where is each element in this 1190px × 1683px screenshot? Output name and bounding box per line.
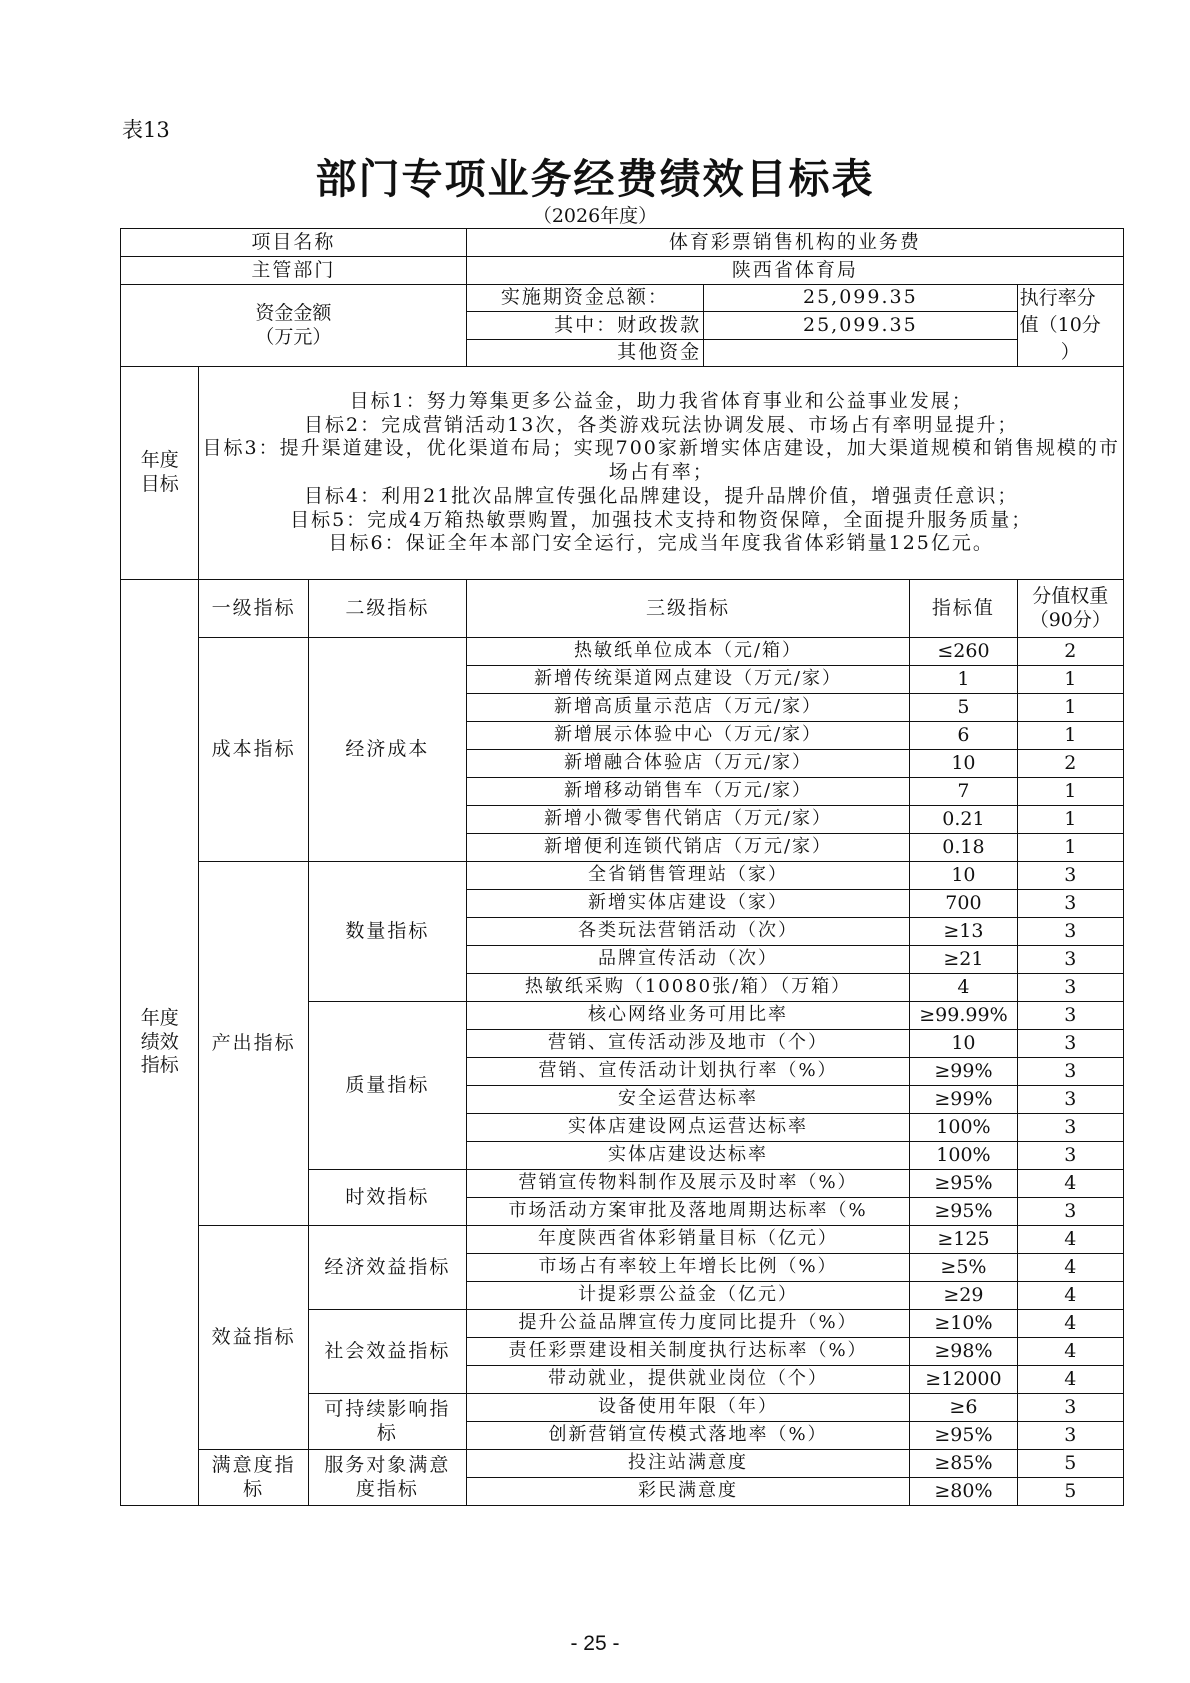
indicator-value: 4 [910,974,1017,1002]
level3-indicator: 责任彩票建设相关制度执行达标率（%） [466,1338,909,1366]
level3-indicator: 新增移动销售车（万元/家） [466,778,909,806]
level3-indicator: 带动就业，提供就业岗位（个） [466,1366,909,1394]
level2-indicator: 数量指标 [308,862,466,1002]
level3-indicator: 新增融合体验店（万元/家） [466,750,909,778]
level2-indicator [308,1394,466,1450]
funds-label-line2: （万元） [255,325,332,348]
exec-line3: ） [1060,341,1080,363]
level2-indicator-line1: 可持续影响指 [324,1397,451,1420]
annual-goal-item: 目标2：完成营销活动13次，各类游戏玩法协调发展、市场占有率明显提升； [304,413,1019,436]
level3-indicator: 市场占有率较上年增长比例（%） [466,1254,909,1282]
level3-indicator: 热敏纸采购（10080张/箱）（万箱） [466,974,909,1002]
indicator-weight: 1 [1017,694,1123,722]
indicator-weight: 5 [1017,1450,1123,1478]
indicator-weight: 4 [1017,1338,1123,1366]
indicator-header-row [121,580,1124,638]
indicator-weight: 4 [1017,1170,1123,1198]
indicator-value: ≥99.99% [910,1002,1017,1030]
indicator-value: ≥13 [910,918,1017,946]
level1-indicator [199,1450,309,1506]
indicator-value: ≥29 [910,1282,1017,1310]
indicator-value: 5 [910,694,1017,722]
indicator-weight: 3 [1017,1086,1123,1114]
indicator-weight: 3 [1017,862,1123,890]
level2-indicator-line2: 度指标 [355,1477,419,1500]
level2-indicator: 质量指标 [308,1002,466,1170]
level3-indicator: 核心网络业务可用比率 [466,1002,909,1030]
indicator-value: ≥6 [910,1394,1017,1422]
indicator-value: ≥5% [910,1254,1017,1282]
exec-line1: 执行率分 [1019,287,1096,309]
indicator-row [121,638,1124,666]
header-level3: 三级指标 [466,580,909,638]
indicator-value: 0.21 [910,806,1017,834]
level1-indicator-line1: 满意度指 [211,1453,296,1476]
level2-indicator-line2: 标 [376,1421,398,1444]
annual-goals-label-line1: 年度 [140,449,179,472]
annual-goal-item: 目标5：完成4万箱热敏票购置，加强技术支持和物资保障，全面提升服务质量； [290,508,1033,531]
indicator-value: 7 [910,778,1017,806]
exec-line2: 值（10分 [1019,314,1101,336]
indicator-weight: 4 [1017,1254,1123,1282]
annual-goal-item: 目标6：保证全年本部门安全运行，完成当年度我省体彩销量125亿元。 [328,532,994,555]
level3-indicator: 新增传统渠道网点建设（万元/家） [466,666,909,694]
level3-indicator: 设备使用年限（年） [466,1394,909,1422]
section-label-line1: 年度 [140,1006,179,1029]
indicator-value: ≥85% [910,1450,1017,1478]
department-value: 陕西省体育局 [466,257,1123,285]
annual-goals-list [199,367,1124,580]
level3-indicator: 新增实体店建设（家） [466,890,909,918]
indicator-weight: 1 [1017,666,1123,694]
indicator-weight: 2 [1017,750,1123,778]
level3-indicator: 市场活动方案审批及落地周期达标率（% [466,1198,909,1226]
level3-indicator: 新增小微零售代销店（万元/家） [466,806,909,834]
indicator-weight: 3 [1017,1422,1123,1450]
annual-goals-label-line2: 目标 [140,473,179,495]
indicator-value: 1 [910,666,1017,694]
indicator-weight: 3 [1017,1114,1123,1142]
indicator-weight: 2 [1017,638,1123,666]
indicator-value: 100% [910,1114,1017,1142]
level3-indicator: 年度陕西省体彩销量目标（亿元） [466,1226,909,1254]
level3-indicator: 营销宣传物料制作及展示及时率（%） [466,1170,909,1198]
indicator-value: 10 [910,862,1017,890]
funds-label-line1: 资金金额 [255,301,332,324]
header-level2: 二级指标 [308,580,466,638]
funds-fiscal-value: 25,099.35 [704,312,1018,339]
annual-goals-label [121,367,199,580]
level3-indicator: 品牌宣传活动（次） [466,946,909,974]
indicator-weight: 3 [1017,1394,1123,1422]
level3-indicator: 创新营销宣传模式落地率（%） [466,1422,909,1450]
funds-other-value [704,339,1018,366]
execution-rate-cell [1017,285,1123,367]
level3-indicator: 全省销售管理站（家） [466,862,909,890]
funds-other-label: 其他资金 [466,339,703,366]
level3-indicator: 新增展示体验中心（万元/家） [466,722,909,750]
indicator-value: 10 [910,1030,1017,1058]
level2-indicator-line1: 服务对象满意 [324,1453,451,1476]
level3-indicator: 彩民满意度 [466,1478,909,1506]
section-label-line3: 指标 [140,1054,179,1077]
indicator-weight: 3 [1017,890,1123,918]
header-weight-line2: （90分） [1029,608,1111,631]
header-weight-line1: 分值权重 [1032,584,1109,607]
level3-indicator: 计提彩票公益金（亿元） [466,1282,909,1310]
indicator-value: 100% [910,1142,1017,1170]
level3-indicator: 新增便利连锁代销店（万元/家） [466,834,909,862]
level1-indicator: 产出指标 [199,862,309,1226]
section-label-line2: 绩效 [140,1030,179,1053]
indicator-weight: 1 [1017,778,1123,806]
indicator-weight: 1 [1017,834,1123,862]
indicator-weight: 3 [1017,1058,1123,1086]
department-label: 主管部门 [121,257,467,285]
indicator-weight: 4 [1017,1366,1123,1394]
funds-fiscal-label: 其中：财政拨款 [466,312,703,339]
indicator-value: ≥95% [910,1198,1017,1226]
indicator-value: 6 [910,722,1017,750]
funds-total-row [121,285,1124,312]
indicator-weight: 3 [1017,974,1123,1002]
level2-indicator: 社会效益指标 [308,1310,466,1394]
project-name-row [121,229,1124,257]
level3-indicator: 热敏纸单位成本（元/箱） [466,638,909,666]
indicator-value: 10 [910,750,1017,778]
department-row [121,257,1124,285]
indicator-row [121,862,1124,890]
level2-indicator: 时效指标 [308,1170,466,1226]
funds-label [121,285,467,367]
indicator-value: ≥80% [910,1478,1017,1506]
indicator-weight: 5 [1017,1478,1123,1506]
page-title: 部门专项业务经费绩效目标表 [315,155,875,203]
funds-total-value: 25,099.35 [704,285,1018,312]
project-name-value: 体育彩票销售机构的业务费 [466,229,1123,257]
indicator-weight: 4 [1017,1282,1123,1310]
year-subtitle: （2026年度） [532,205,658,227]
project-name-label: 项目名称 [121,229,467,257]
indicator-weight: 3 [1017,1002,1123,1030]
annual-performance-label [121,580,199,1506]
indicator-value: ≥95% [910,1170,1017,1198]
indicator-weight: 4 [1017,1226,1123,1254]
indicator-value: ≤260 [910,638,1017,666]
indicator-value: ≥125 [910,1226,1017,1254]
level2-indicator: 经济成本 [308,638,466,862]
indicator-row [121,1226,1124,1254]
level3-indicator: 实体店建设达标率 [466,1142,909,1170]
indicator-weight: 4 [1017,1310,1123,1338]
level3-indicator: 提升公益品牌宣传力度同比提升（%） [466,1310,909,1338]
funds-total-label: 实施期资金总额： [466,285,703,312]
level3-indicator: 新增高质量示范店（万元/家） [466,694,909,722]
page-number: - 25 - [570,1632,620,1655]
level2-indicator: 经济效益指标 [308,1226,466,1310]
indicator-weight: 1 [1017,722,1123,750]
header-level1: 一级指标 [199,580,309,638]
level3-indicator: 营销、宣传活动涉及地市（个） [466,1030,909,1058]
level2-indicator [308,1450,466,1506]
table-number: 表13 [122,118,170,142]
indicator-weight: 3 [1017,1198,1123,1226]
performance-target-table [120,228,1124,1506]
indicator-value: 700 [910,890,1017,918]
level3-indicator: 安全运营达标率 [466,1086,909,1114]
annual-goals-row [121,367,1124,580]
annual-goal-item: 目标3：提升渠道建设，优化渠道布局；实现700家新增实体店建设，加大渠道规模和销售规模的市场占有率； [202,437,1120,484]
indicator-value: ≥99% [910,1058,1017,1086]
indicator-value: 0.18 [910,834,1017,862]
header-value: 指标值 [910,580,1017,638]
indicator-value: ≥95% [910,1422,1017,1450]
indicator-weight: 3 [1017,918,1123,946]
indicator-weight: 3 [1017,1030,1123,1058]
indicator-row [121,1450,1124,1478]
header-weight [1017,580,1123,638]
indicator-weight: 1 [1017,806,1123,834]
annual-goal-item: 目标4：利用21批次品牌宣传强化品牌建设，提升品牌价值，增强责任意识； [304,484,1019,507]
indicator-weight: 3 [1017,1142,1123,1170]
annual-goal-item: 目标1：努力筹集更多公益金，助力我省体育事业和公益事业发展； [349,389,973,412]
level1-indicator: 效益指标 [199,1226,309,1450]
indicator-weight: 3 [1017,946,1123,974]
indicator-value: ≥99% [910,1086,1017,1114]
indicator-value: ≥21 [910,946,1017,974]
level3-indicator: 营销、宣传活动计划执行率（%） [466,1058,909,1086]
level3-indicator: 各类玩法营销活动（次） [466,918,909,946]
level1-indicator: 成本指标 [199,638,309,862]
indicator-value: ≥10% [910,1310,1017,1338]
indicator-value: ≥12000 [910,1366,1017,1394]
level3-indicator: 投注站满意度 [466,1450,909,1478]
indicator-value: ≥98% [910,1338,1017,1366]
level3-indicator: 实体店建设网点运营达标率 [466,1114,909,1142]
level1-indicator-line2: 标 [243,1477,265,1500]
